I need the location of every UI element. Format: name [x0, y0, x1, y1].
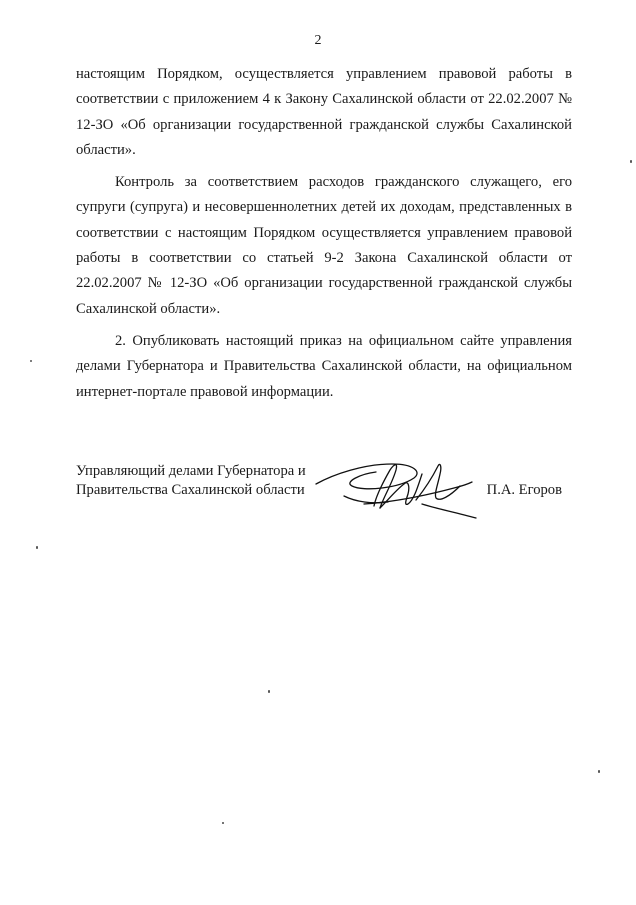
scan-speck — [30, 360, 32, 362]
scan-speck — [268, 690, 270, 693]
paragraph-expense-control: Контроль за соответствием расходов гражданского служащего, его супруги (супруга) и несовершеннолетних детей их доходам, представленных в соответствии с настоящим Порядком осуществляется управлением правовой работы в соответствии со статьей 9-2 Закона Сахалинской области от 22.02.2007 № 12-ЗО «Об организации государственной гражданской службы Сахалинской области». — [76, 174, 572, 317]
scan-speck — [630, 160, 632, 163]
paragraph-continuation: настоящим Порядком, осуществляется управлением правовой работы в соответствии с приложением 4 к Закону Сахалинской области от 22.02.2007 № 12-ЗО «Об организации государственной гражданской службы Сахалинской области». — [76, 66, 572, 158]
page-number: 2 — [314, 33, 322, 48]
scan-speck — [598, 770, 600, 773]
signatory-position-line-1: Управляющий делами Губернатора и — [76, 463, 306, 479]
paragraph-publication-order: 2. Опубликовать настоящий приказ на официальном сайте управления делами Губернатора и Правительства Сахалинской области, на официальном интернет-портале правовой информации. — [76, 332, 572, 400]
scan-speck — [222, 822, 224, 824]
signatory-position — [76, 462, 336, 500]
handwritten-signature — [304, 456, 484, 530]
document-body — [76, 62, 572, 405]
signatory-position-line-2: Правительства Сахалинской области — [76, 482, 305, 498]
scan-speck — [36, 546, 38, 549]
signature-block — [76, 462, 572, 542]
signatory-name: П.А. Егоров — [486, 482, 562, 498]
